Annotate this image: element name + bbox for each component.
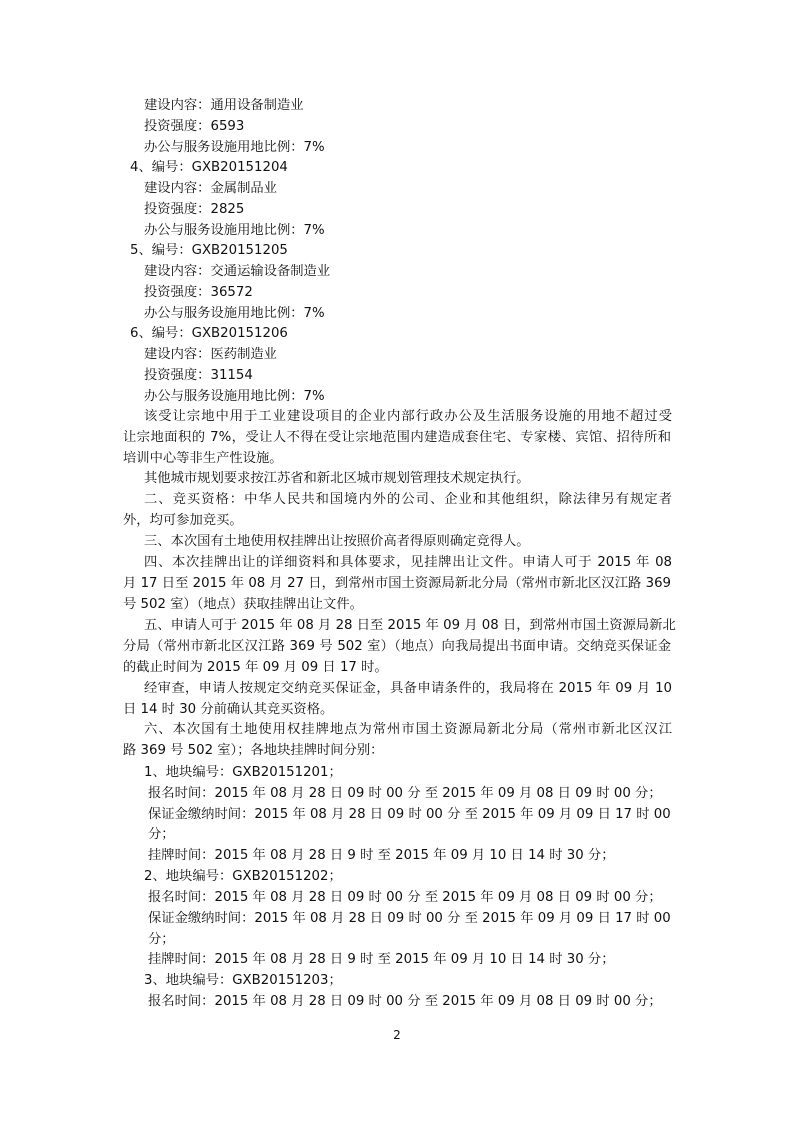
text-line: 培训中心等非生产性设施。 — [123, 451, 283, 466]
text-line: 2、地块编号：GXB20151202； — [144, 869, 342, 884]
text-line: 投资强度：6593 — [144, 119, 245, 134]
text-line: 保证金缴纳时间：2015 年 08 月 28 日 09 时 00 分 至 2015 年 09 月 09 日 17 时 00 — [148, 807, 671, 822]
text-line: 报名时间：2015 年 08 月 28 日 09 时 00 分 至 2015 年 09 月 08 日 09 时 00 分； — [148, 890, 662, 905]
text-line: 外，均可参加竞买。 — [123, 513, 243, 528]
text-line: 三、本次国有土地使用权挂牌出让按照价高者得原则确定竞得人。 — [144, 534, 530, 549]
text-line: 挂牌时间：2015 年 08 月 28 日 9 时 至 2015 年 09 月 10 日 14 时 30 分； — [148, 952, 615, 967]
text-line: 分局（常州市新北区汉江路 369 号 502 室）（地点）向我局提出书面申请。交纳竞买保证金 — [123, 639, 671, 654]
text-line: 路 369 号 502 室）；各地块挂牌时间分别： — [123, 743, 384, 758]
text-line: 建设内容：金属制品业 — [144, 181, 277, 196]
text-line: 报名时间：2015 年 08 月 28 日 09 时 00 分 至 2015 年 09 月 08 日 09 时 00 分； — [148, 786, 662, 801]
text-line: 办公与服务设施用地比例：7% — [144, 389, 325, 404]
text-line: 6、编号：GXB20151206 — [130, 326, 288, 341]
text-line: 的截止时间为 2015 年 09 月 09 日 17 时。 — [123, 660, 388, 675]
text-line: 让宗地面积的 7%，受让人不得在受让宗地范围内建造成套住宅、专家楼、宾馆、招待所和 — [123, 430, 671, 445]
text-line: 分； — [148, 827, 175, 842]
text-line: 挂牌时间：2015 年 08 月 28 日 9 时 至 2015 年 09 月 10 日 14 时 30 分； — [148, 848, 615, 863]
text-line: 其他城市规划要求按江苏省和新北区城市规划管理技术规定执行。 — [144, 471, 530, 486]
text-line: 投资强度：31154 — [144, 368, 253, 383]
text-line: 办公与服务设施用地比例：7% — [144, 306, 325, 321]
text-line: 四、本次挂牌出让的详细资料和具体要求，见挂牌出让文件。申请人可于 2015 年 08 — [144, 555, 672, 570]
text-line: 分； — [148, 932, 175, 947]
text-line: 建设内容：医药制造业 — [144, 347, 277, 362]
text-line: 5、编号：GXB20151205 — [130, 243, 288, 258]
text-line: 办公与服务设施用地比例：7% — [144, 140, 325, 155]
text-line: 投资强度：36572 — [144, 285, 253, 300]
text-line: 1、地块编号：GXB20151201； — [144, 765, 342, 780]
text-line: 建设内容：交通运输设备制造业 — [144, 264, 331, 279]
text-line: 3、地块编号：GXB20151203； — [144, 973, 342, 988]
text-line: 日 14 时 30 分前确认其竞买资格。 — [123, 702, 334, 717]
text-line: 六、本次国有土地使用权挂牌地点为常州市国土资源局新北分局（常州市新北区汉江 — [144, 722, 672, 737]
text-line: 五、申请人可于 2015 年 08 月 28 日至 2015 年 09 月 08 日，到常州市国土资源局新北 — [144, 618, 676, 633]
text-line: 办公与服务设施用地比例：7% — [144, 223, 325, 238]
page-number: 2 — [393, 1028, 401, 1042]
text-line: 报名时间：2015 年 08 月 28 日 09 时 00 分 至 2015 年 09 月 08 日 09 时 00 分； — [148, 994, 662, 1009]
text-line: 经审查，申请人按规定交纳竞买保证金，具备申请条件的，我局将在 2015 年 09 月 10 — [144, 681, 672, 696]
text-line: 二、竞买资格：中华人民共和国境内外的公司、企业和其他组织，除法律另有规定者 — [144, 492, 672, 507]
text-line: 号 502 室）（地点）获取挂牌出让文件。 — [123, 597, 363, 612]
text-line: 投资强度：2825 — [144, 202, 245, 217]
text-line: 月 17 日至 2015 年 08 月 27 日，到常州市国土资源局新北分局（常州市新北区汉江路 369 — [123, 576, 671, 591]
text-line: 该受让宗地中用于工业建设项目的企业内部行政办公及生活服务设施的用地不超过受 — [144, 409, 672, 424]
text-line: 建设内容：通用设备制造业 — [144, 98, 304, 113]
text-line: 保证金缴纳时间：2015 年 08 月 28 日 09 时 00 分 至 2015 年 09 月 09 日 17 时 00 — [148, 911, 671, 926]
text-line: 4、编号：GXB20151204 — [130, 160, 288, 175]
